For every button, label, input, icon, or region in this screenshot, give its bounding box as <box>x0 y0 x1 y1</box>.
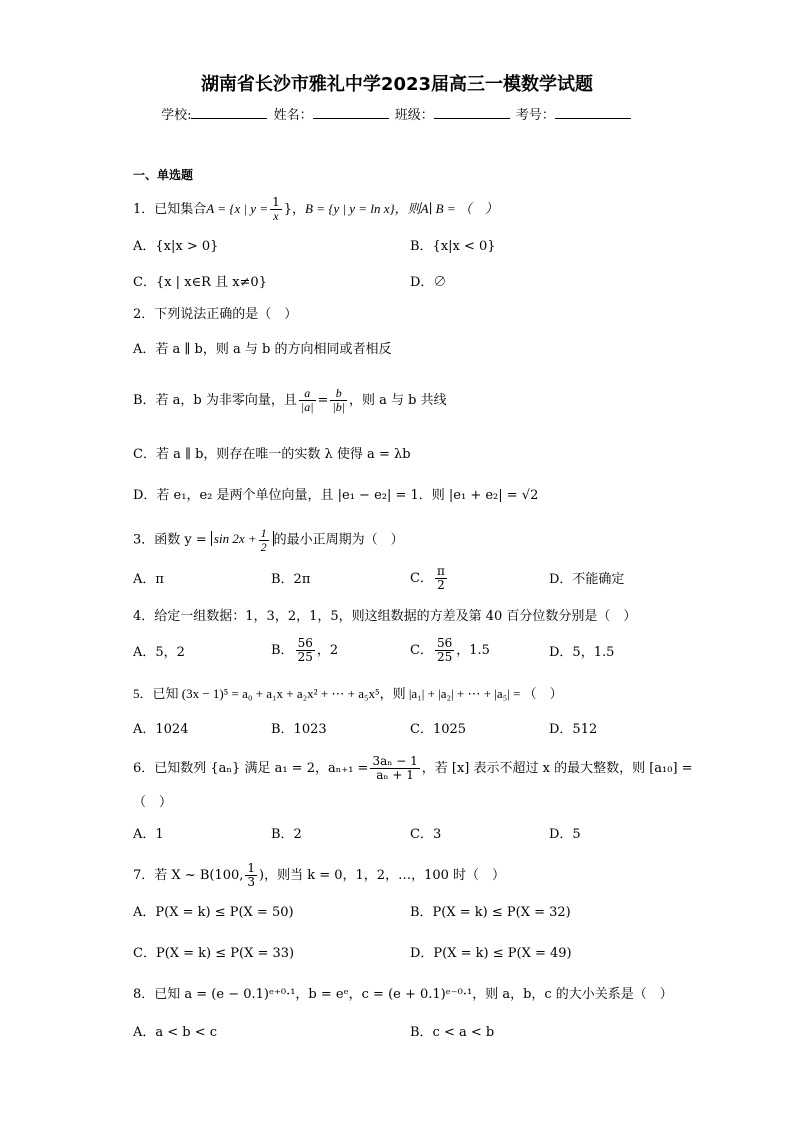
exam-number-label: 考号： <box>515 108 555 123</box>
question-3-option-d[interactable]: D．不能确定 <box>549 572 625 587</box>
question-7-option-b[interactable]: B．P(X = k) ≤ P(X = 32) <box>410 905 571 920</box>
question-4-option-b[interactable]: B． $\frac{56}{25}$ ，2 <box>271 636 339 664</box>
question-1-option-c[interactable]: C．{x | x∈R 且 x≠0} <box>133 275 267 290</box>
fraction: $\frac{1}{2}$ <box>260 526 267 554</box>
question-1-stem: 1．已知集合A = {x | y = $\frac{1}{x}$ }，B = {y | y = ln x}，则A∣ B = （ ） <box>133 195 498 223</box>
class-label: 班级： <box>394 108 434 123</box>
section-heading: 一、单选题 <box>133 168 194 182</box>
question-6-option-d[interactable]: D．5 <box>549 827 581 842</box>
question-2-stem: 2．下列说法正确的是（ ） <box>133 307 298 322</box>
student-info-row <box>0 104 794 123</box>
fraction: $\frac{1}{3}$ <box>247 861 256 889</box>
fraction: $\frac{56}{25}$ <box>436 636 453 664</box>
question-6-option-a[interactable]: A．1 <box>133 827 164 842</box>
fraction: $\frac{\pi}{2}$ <box>436 564 445 592</box>
absolute-value: sin 2x + $\frac{1}{2}$ <box>211 531 274 546</box>
question-4-option-a[interactable]: A．5，2 <box>133 645 185 660</box>
question-1-option-a[interactable]: A．{x|x > 0} <box>133 239 219 254</box>
fraction: $\frac{56}{25}$ <box>297 636 313 664</box>
question-3-stem: 3．函数 y = sin 2x + $\frac{1}{2}$ 的最小正周期为（ ） <box>133 526 404 554</box>
question-2-option-d[interactable]: D．若 e₁，e₂ 是两个单位向量，且 |e₁ − e₂| = 1．则 |e₁ + e₂| = √2 <box>133 488 539 503</box>
question-1-option-b[interactable]: B．{x|x < 0} <box>410 239 496 254</box>
question-5-option-c[interactable]: C．1025 <box>410 722 467 737</box>
question-3-option-b[interactable]: B．2π <box>271 572 311 587</box>
fraction: $\frac{a}{|a|}$ <box>300 386 314 414</box>
school-label: 学校: <box>161 108 192 123</box>
question-5-option-b[interactable]: B．1023 <box>271 722 327 737</box>
question-3-option-c[interactable]: C． $\frac{\pi}{2}$ <box>410 564 445 592</box>
school-blank[interactable] <box>191 106 267 119</box>
question-6-option-c[interactable]: C．3 <box>410 827 442 842</box>
fraction: $\frac{\text{3aₙ − 1}}{\text{aₙ + 1}}$ <box>372 754 418 782</box>
question-8-option-b[interactable]: B．c < a < b <box>410 1025 495 1040</box>
question-6-stem: 6．已知数列 {aₙ} 满足 a₁ = 2，aₙ₊₁ = $\frac{\text{3aₙ − 1}}{\text{aₙ + 1}}$ ，若 [x] 表示不超过 x 的最大整数，则 [a₁₀] = <box>133 754 693 782</box>
question-1-option-d[interactable]: D．∅ <box>410 275 447 290</box>
question-8-stem: 8．已知 a = (e − 0.1)ᵉ⁺⁰·¹，b = eᵉ，c = (e + 0.1)ᵉ⁻⁰·¹，则 a，b，c 的大小关系是（ ） <box>133 987 673 1002</box>
question-6-option-b[interactable]: B．2 <box>271 827 302 842</box>
question-7-option-d[interactable]: D．P(X = k) ≤ P(X = 49) <box>410 946 572 961</box>
question-4-option-d[interactable]: D．5，1.5 <box>549 645 615 660</box>
fraction: $\frac{b}{|b|}$ <box>332 386 346 414</box>
exam-title: 湖南省长沙市雅礼中学2023届高三一模数学试题 <box>200 74 594 95</box>
question-2-option-c[interactable]: C．若 a ∥ b，则存在唯一的实数 λ 使得 a = λb <box>133 447 411 462</box>
fraction: $\frac{1}{x}$ <box>272 195 280 223</box>
name-blank[interactable] <box>313 106 389 119</box>
question-6-stem-continued: （ ） <box>133 795 173 810</box>
question-3-option-a[interactable]: A．π <box>133 572 164 587</box>
question-5-option-a[interactable]: A．1024 <box>133 722 189 737</box>
question-7-stem: 7．若 X ~ B(100, $\frac{1}{3}$ )，则当 k = 0，1，2，…，100 时（ ） <box>133 861 506 889</box>
question-7-option-a[interactable]: A．P(X = k) ≤ P(X = 50) <box>133 905 294 920</box>
class-blank[interactable] <box>434 106 510 119</box>
question-5-option-d[interactable]: D．512 <box>549 722 598 737</box>
name-label: 姓名： <box>273 108 313 123</box>
question-4-stem: 4．给定一组数据：1，3，2，1，5，则这组数据的方差及第 40 百分位数分别是（ ） <box>133 609 637 624</box>
question-5-stem: 5．已知 (3x − 1)⁵ = a₀ + a₁x + a₂x² + ⋯ + a₅x⁵，则 |a₁| + |a₂| + ⋯ + |a₅| = （ ） <box>133 686 563 701</box>
question-8-option-a[interactable]: A．a < b < c <box>133 1025 218 1040</box>
question-4-option-c[interactable]: C． $\frac{56}{25}$ ，1.5 <box>410 636 490 664</box>
question-7-option-c[interactable]: C．P(X = k) ≤ P(X = 33) <box>133 946 295 961</box>
question-2-option-a[interactable]: A．若 a ∥ b，则 a 与 b 的方向相同或者相反 <box>133 342 392 357</box>
exam-number-blank[interactable] <box>555 106 631 119</box>
question-2-option-b[interactable]: B．若 a，b 为非零向量，且 $\frac{a}{|a|}$ = $\frac{b}{|b|}$ ，则 a 与 b 共线 <box>133 386 447 414</box>
